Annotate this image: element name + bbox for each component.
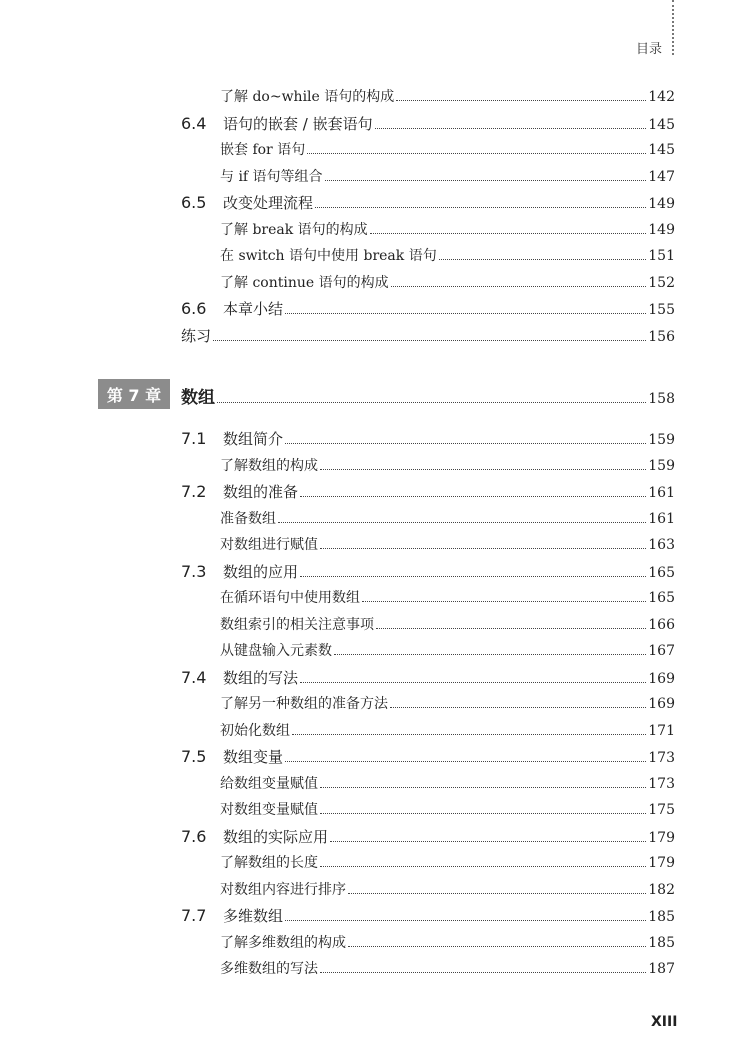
toc-section-entry[interactable] xyxy=(181,826,675,847)
section-number: 7.5 xyxy=(181,747,207,766)
leader-dots xyxy=(300,576,646,577)
section-number: 6.5 xyxy=(181,193,207,212)
leader-dots xyxy=(348,946,646,947)
leader-dots xyxy=(320,469,646,470)
leader-dots xyxy=(375,128,647,129)
section-number: 7.7 xyxy=(181,906,207,925)
entry-page: 145 xyxy=(648,142,675,158)
entry-page: 151 xyxy=(648,248,675,264)
entry-page: 173 xyxy=(648,775,675,792)
entry-page: 182 xyxy=(648,881,675,898)
chapter-page: 158 xyxy=(648,391,675,407)
entry-page: 165 xyxy=(648,590,675,606)
header-label: 目录 xyxy=(636,42,663,57)
leader-dots xyxy=(285,313,646,314)
entry-page: 165 xyxy=(648,564,675,581)
toc-subsection-entry[interactable] xyxy=(220,932,675,952)
toc-subsection-entry[interactable] xyxy=(220,958,675,978)
toc-section-entry[interactable] xyxy=(181,561,675,582)
section-number: 7.3 xyxy=(181,561,207,581)
entry-title: 从键盘输入元素数 xyxy=(220,643,332,659)
entry-title: 对数组内容进行排序 xyxy=(220,881,346,898)
toc-subsection-entry[interactable] xyxy=(220,139,675,159)
leader-dots xyxy=(285,443,646,444)
entry-page: 152 xyxy=(648,274,675,291)
toc-section-entry[interactable] xyxy=(181,905,675,926)
toc-subsection-entry[interactable] xyxy=(220,455,675,475)
entry-title: 在循环语句中使用数组 xyxy=(220,590,360,606)
entry-title: 与 if 语句等组合 xyxy=(220,168,323,185)
leader-dots xyxy=(217,402,646,403)
entry-title: 改变处理流程 xyxy=(223,194,314,212)
toc-section-entry[interactable] xyxy=(181,298,675,319)
entry-page: 179 xyxy=(648,829,675,846)
entry-page: 161 xyxy=(648,510,675,527)
leader-dots xyxy=(315,207,646,208)
entry-title: 初始化数组 xyxy=(220,722,290,739)
entry-page: 161 xyxy=(648,485,675,501)
entry-title: 多维数组 xyxy=(223,907,284,925)
toc-exercise-entry[interactable] xyxy=(181,325,675,346)
entry-page: 167 xyxy=(648,643,675,659)
leader-dots xyxy=(307,153,646,154)
toc-subsection-entry[interactable] xyxy=(220,773,675,793)
entry-title: 数组的写法 xyxy=(223,668,299,687)
toc-subsection-entry[interactable] xyxy=(220,720,675,740)
leader-dots xyxy=(285,920,646,921)
leader-dots xyxy=(330,841,646,842)
entry-page: 145 xyxy=(648,116,675,133)
entry-title: 数组索引的相关注意事项 xyxy=(220,616,374,633)
leader-dots xyxy=(292,734,646,735)
entry-page: 166 xyxy=(648,616,675,633)
entry-title: 本章小结 xyxy=(223,300,284,318)
leader-dots xyxy=(370,233,647,234)
toc-section-entry[interactable] xyxy=(181,667,675,688)
section-number: 6.6 xyxy=(181,299,207,318)
entry-page: 187 xyxy=(648,961,675,977)
toc-subsection-entry[interactable] xyxy=(220,166,675,186)
entry-title: 了解数组的构成 xyxy=(220,457,318,474)
leader-dots xyxy=(348,893,646,894)
leader-dots xyxy=(300,682,646,683)
entry-title: 了解 do~while 语句的构成 xyxy=(220,89,395,105)
toc-subsection-entry[interactable] xyxy=(220,219,675,239)
entry-page: 179 xyxy=(648,855,675,871)
entry-title: 数组的实际应用 xyxy=(223,827,329,846)
leader-dots xyxy=(390,707,646,708)
entry-page: 159 xyxy=(648,432,675,448)
entry-page: 175 xyxy=(648,802,675,818)
chapter-entry[interactable] xyxy=(181,383,675,408)
leader-dots xyxy=(376,628,646,629)
section-number: 7.6 xyxy=(181,826,207,846)
toc-subsection-entry[interactable] xyxy=(220,508,675,528)
section-number: 7.4 xyxy=(181,667,207,687)
toc-subsection-entry[interactable] xyxy=(220,852,675,872)
entry-title: 给数组变量赋值 xyxy=(220,775,318,792)
entry-title: 多维数组的写法 xyxy=(220,961,318,977)
leader-dots xyxy=(391,286,647,287)
entry-title: 了解数组的长度 xyxy=(220,855,318,871)
toc-subsection-entry[interactable] xyxy=(220,614,675,634)
header-rule xyxy=(672,0,674,55)
entry-page: 149 xyxy=(648,196,675,212)
entry-title: 对数组进行赋值 xyxy=(220,537,318,553)
toc-subsection-entry[interactable] xyxy=(220,587,675,607)
entry-title: 准备数组 xyxy=(220,510,276,527)
entry-page: 163 xyxy=(648,537,675,553)
entry-title: 语句的嵌套 / 嵌套语句 xyxy=(223,114,373,133)
toc-subsection-entry[interactable] xyxy=(220,272,675,292)
entry-page: 147 xyxy=(648,168,675,185)
leader-dots xyxy=(320,787,646,788)
leader-dots xyxy=(325,180,647,181)
leader-dots xyxy=(439,259,647,260)
leader-dots xyxy=(213,340,646,341)
leader-dots xyxy=(320,548,646,549)
entry-title: 嵌套 for 语句 xyxy=(220,142,306,158)
toc-section-entry[interactable] xyxy=(181,481,675,502)
entry-page: 185 xyxy=(648,909,675,925)
entry-title: 了解另一种数组的准备方法 xyxy=(220,696,388,712)
section-number: 7.2 xyxy=(181,482,207,501)
entry-title: 数组的应用 xyxy=(223,562,299,581)
entry-page: 159 xyxy=(648,457,675,474)
entry-title: 了解多维数组的构成 xyxy=(220,934,346,951)
entry-title: 数组简介 xyxy=(223,430,284,448)
entry-title: 练习 xyxy=(181,326,212,345)
leader-dots xyxy=(362,601,646,602)
leader-dots xyxy=(278,522,646,523)
entry-title: 数组变量 xyxy=(223,748,284,766)
entry-page: 156 xyxy=(648,328,675,345)
entry-title: 了解 break 语句的构成 xyxy=(220,221,368,238)
entry-page: 185 xyxy=(648,934,675,951)
chapter-badge: 第 7 章 xyxy=(98,379,170,409)
chapter-title: 数组 xyxy=(181,388,215,408)
entry-title: 数组的准备 xyxy=(223,483,299,501)
toc-subsection-entry[interactable] xyxy=(220,534,675,554)
toc-section-entry[interactable] xyxy=(181,746,675,767)
leader-dots xyxy=(320,972,646,973)
toc-subsection-entry[interactable] xyxy=(220,693,675,713)
entry-page: 155 xyxy=(648,302,675,318)
toc-subsection-entry[interactable] xyxy=(220,86,675,106)
entry-page: 171 xyxy=(648,722,675,739)
entry-page: 142 xyxy=(648,89,675,105)
entry-title: 在 switch 语句中使用 break 语句 xyxy=(220,248,437,264)
entry-title: 了解 continue 语句的构成 xyxy=(220,274,389,291)
entry-title: 对数组变量赋值 xyxy=(220,802,318,818)
toc-subsection-entry[interactable] xyxy=(220,879,675,899)
entry-page: 169 xyxy=(648,670,675,687)
toc-subsection-entry[interactable] xyxy=(220,799,675,819)
leader-dots xyxy=(334,654,646,655)
leader-dots xyxy=(320,866,646,867)
leader-dots xyxy=(300,496,646,497)
entry-page: 169 xyxy=(648,696,675,712)
entry-page: 149 xyxy=(648,221,675,238)
leader-dots xyxy=(320,813,646,814)
entry-page: 173 xyxy=(648,750,675,766)
toc-section-entry[interactable] xyxy=(181,428,675,449)
leader-dots xyxy=(396,100,646,101)
page-number: XIII xyxy=(651,1014,678,1030)
section-number: 7.1 xyxy=(181,429,207,448)
toc-section-entry[interactable] xyxy=(181,192,675,213)
toc-section-entry[interactable] xyxy=(181,113,675,134)
toc-subsection-entry[interactable] xyxy=(220,245,675,265)
section-number: 6.4 xyxy=(181,113,207,133)
leader-dots xyxy=(285,761,646,762)
toc-subsection-entry[interactable] xyxy=(220,640,675,660)
